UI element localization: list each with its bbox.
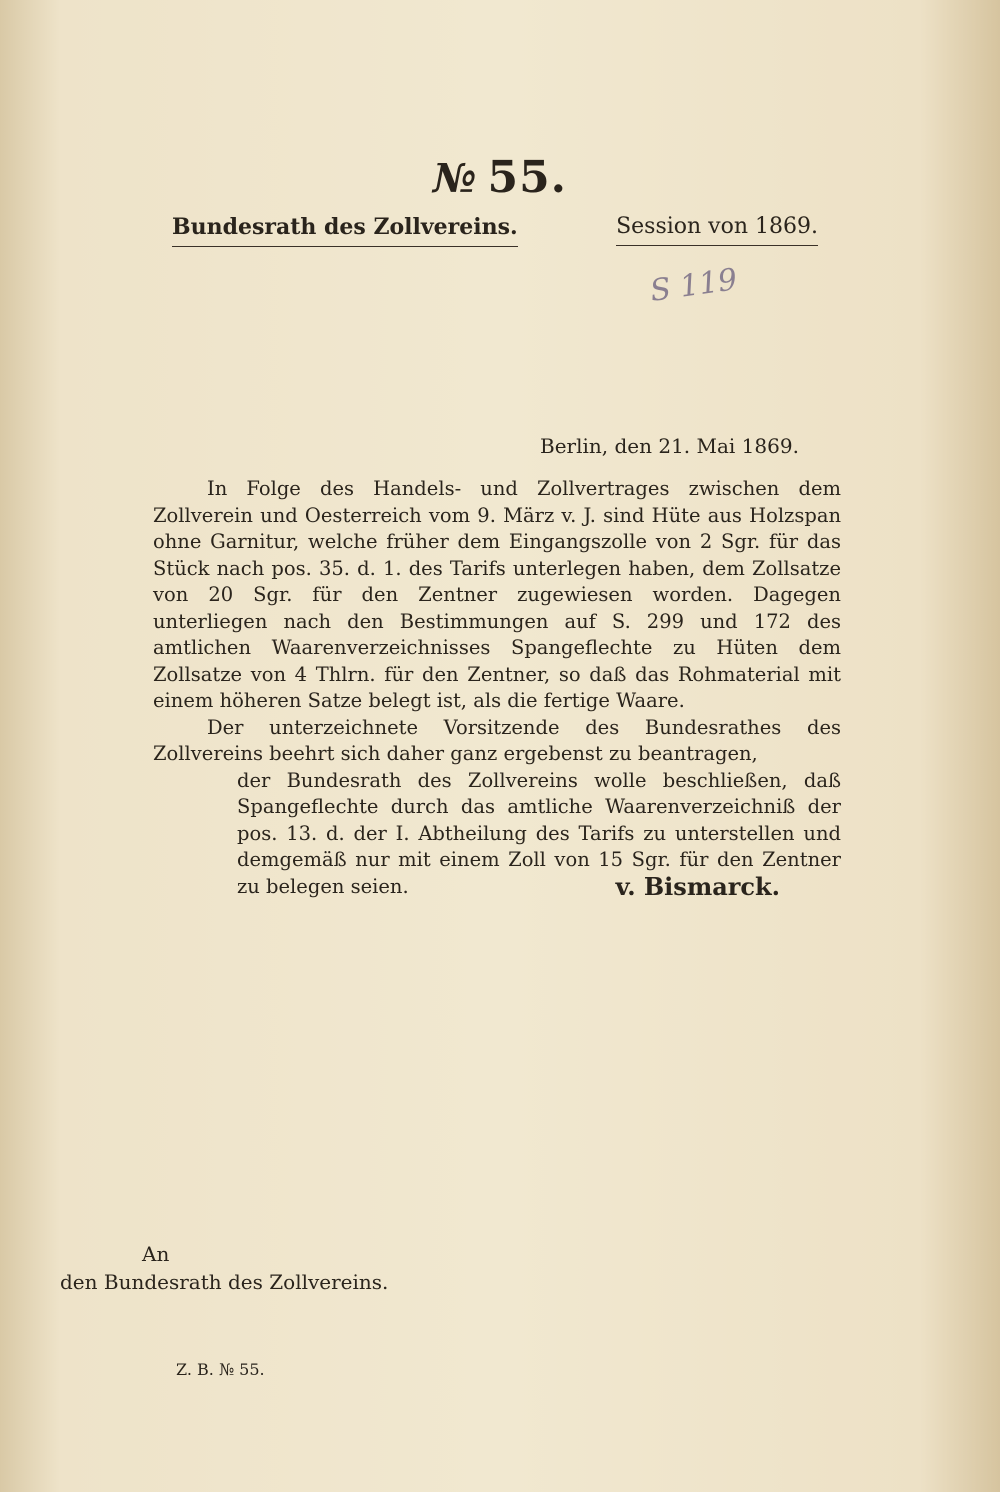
signature: v. Bismarck. xyxy=(615,872,780,901)
motion-text: der Bundesrath des Zollvereins wolle beschließen, daß Spangeflechte durch das amtliche Waarenverzeichniß der pos. 13. d. der I. Abtheilung des Tarifs zu unterstellen und demgemäß nur mit einem Zoll von 15 Sgr. für den Zentner zu belegen seien. xyxy=(237,768,841,898)
number-value: 55. xyxy=(487,152,568,203)
header-left: Bundesrath des Zollvereins. xyxy=(172,214,518,247)
address-an: An xyxy=(142,1242,170,1266)
number-sign: № xyxy=(432,155,478,202)
paragraph-1: In Folge des Handels- und Zollvertrages zwischen dem Zollverein und Oesterreich vom 9. März v. J. sind Hüte aus Holzspan ohne Garnitur, welche früher dem Eingangszolle von 2 Sgr. für das Stück nach pos. 35. d. 1. des Tarifs unterlegen haben, dem Zollsatze von 20 Sgr. für den Zentner zugewiesen worden. Dagegen unterliegen nach den Bestimmungen auf S. 299 und 172 des amtlichen Waarenverzeichnisses Spangeflechte zu Hüten dem Zollsatze von 4 Thlrn. für den Zentner, so daß das Rohmaterial mit einem höheren Satze belegt ist, als die fertige Waare. xyxy=(153,477,841,712)
address-recipient: den Bundesrath des Zollvereins. xyxy=(60,1270,389,1294)
dateline: Berlin, den 21. Mai 1869. xyxy=(540,434,799,458)
handwritten-note: S 119 xyxy=(647,262,740,309)
document-number xyxy=(0,152,1000,203)
address-block xyxy=(60,1240,388,1296)
header-right: Session von 1869. xyxy=(616,214,818,246)
body-text xyxy=(153,476,841,900)
paragraph-2: Der unterzeichnete Vorsitzende des Bundesrathes des Zollvereins beehrt sich daher ganz ergebenst zu beantragen, xyxy=(153,715,841,765)
footer-reference: Z. B. № 55. xyxy=(176,1360,265,1379)
